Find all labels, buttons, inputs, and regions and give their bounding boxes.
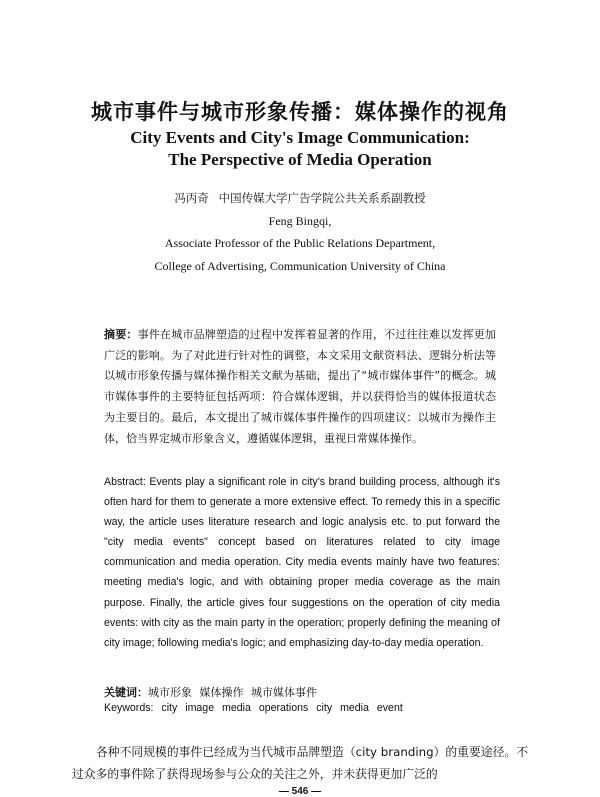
- title-english-line-2: The Perspective of Media Operation: [168, 150, 432, 169]
- keywords-chinese-label: 关键词：: [104, 686, 148, 699]
- abstract-english: Abstract: Events play a significant role in city's brand building process, although it's often hard for them to generate a more extensive effect. To remedy this in a specific way, the article uses literature research and logic analysis etc. to put forward the "city media events" concept based on literatures related to city image communication and media operation. City media events mainly have two features: meeting media's logic, and with obtaining proper media coverage as the main purpose. Finally, the article gives four suggestions on the operation of city media events: with city as the main party in the operation; properly defining the meaning of city image; following media's logic; and emphasizing day-to-day media operation.: [104, 476, 500, 649]
- author-english: Feng Bingqi,: [268, 214, 332, 228]
- keywords-chinese: [104, 684, 317, 700]
- abstract-chinese: [104, 325, 496, 449]
- page-number: — 546 —: [278, 786, 322, 797]
- title-english-line-1: City Events and City's Image Communication:: [130, 128, 470, 147]
- keywords-chinese-text: 城市形象 媒体操作 城市媒体事件: [148, 686, 317, 699]
- affiliation-line-2: College of Advertising, Communication University of China: [154, 259, 446, 273]
- abstract-chinese-label: 摘要：: [104, 328, 138, 341]
- abstract-chinese-text: 事件在城市品牌塑造的过程中发挥着显著的作用，不过往往难以发挥更加广泛的影响。为了对此进行针对性的调整，本文采用文献资料法、逻辑分析法等以城市形象传播与媒体操作相关文献为基础，提出了“城市媒体事件”的概念。城市媒体事件的主要特征包括两项：符合媒体逻辑，并以获得恰当的媒体报道状态为主要目的。最后，本文提出了城市媒体事件操作的四项建议：以城市为操作主体，恰当界定城市形象含义，遵循媒体逻辑，重视日常媒体操作。: [104, 328, 497, 445]
- body-paragraph: 各种不同规模的事件已经成为当代城市品牌塑造（city branding）的重要途径。不过众多的事件除了获得现场参与公众的关注之外，并未获得更加广泛的: [72, 745, 528, 781]
- title-chinese: 城市事件与城市形象传播：媒体操作的视角: [91, 99, 509, 124]
- author-chinese: 冯丙奇 中国传媒大学广告学院公共关系系副教授: [174, 191, 426, 205]
- keywords-english: Keywords: city image media operations city media event: [104, 702, 403, 714]
- affiliation-line-1: Associate Professor of the Public Relations Department,: [164, 236, 436, 250]
